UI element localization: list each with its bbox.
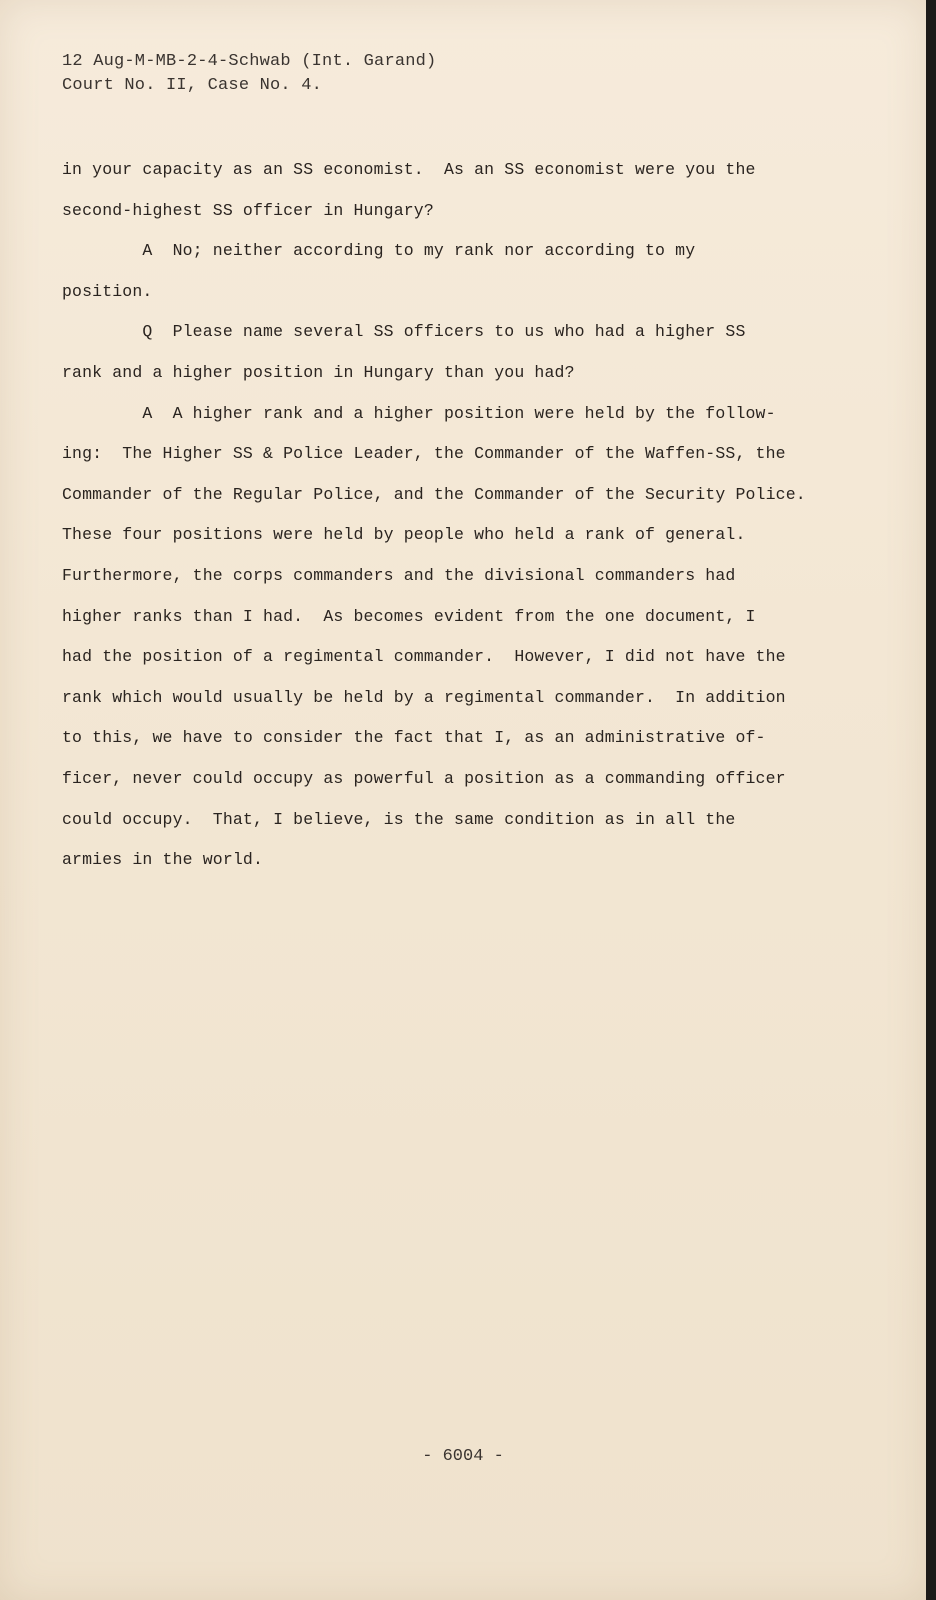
transcript-body xyxy=(62,150,842,881)
text-line: ing: The Higher SS & Police Leader, the Commander of the Waffen-SS, the xyxy=(62,444,786,464)
text-line: Furthermore, the corps commanders and the divisional commanders had xyxy=(62,565,736,585)
text-line: ficer, never could occupy as powerful a position as a commanding officer xyxy=(62,768,786,788)
text-line: A A higher rank and a higher position were held by the follow- xyxy=(62,403,776,423)
scan-edge xyxy=(926,0,936,1600)
text-line: rank and a higher position in Hungary than you had? xyxy=(62,362,575,382)
text-line: second-highest SS officer in Hungary? xyxy=(62,200,434,220)
text-line: to this, we have to consider the fact that I, as an administrative of- xyxy=(62,728,766,748)
text-line: Commander of the Regular Police, and the Commander of the Security Police. xyxy=(62,484,806,504)
text-line: armies in the world. xyxy=(62,850,264,870)
text-line: These four positions were held by people who held a rank of general. xyxy=(62,525,746,545)
text-line: had the position of a regimental commander. However, I did not have the xyxy=(62,647,786,667)
text-line: could occupy. That, I believe, is the same condition as in all the xyxy=(62,809,736,829)
text-line: position. xyxy=(62,281,153,301)
text-line: A No; neither according to my rank nor according to my xyxy=(62,241,696,261)
document-header xyxy=(62,50,436,98)
header-line-2: Court No. II, Case No. 4. xyxy=(62,76,323,95)
page-number: - 6004 - xyxy=(422,1447,504,1466)
text-line: in your capacity as an SS economist. As an SS economist were you the xyxy=(62,160,756,179)
header-line-1: 12 Aug-M-MB-2-4-Schwab (Int. Garand) xyxy=(62,52,437,71)
text-line: rank which would usually be held by a regimental commander. In addition xyxy=(62,687,786,707)
text-line: Q Please name several SS officers to us who had a higher SS xyxy=(62,322,746,342)
text-line: higher ranks than I had. As becomes evident from the one document, I xyxy=(62,606,756,626)
